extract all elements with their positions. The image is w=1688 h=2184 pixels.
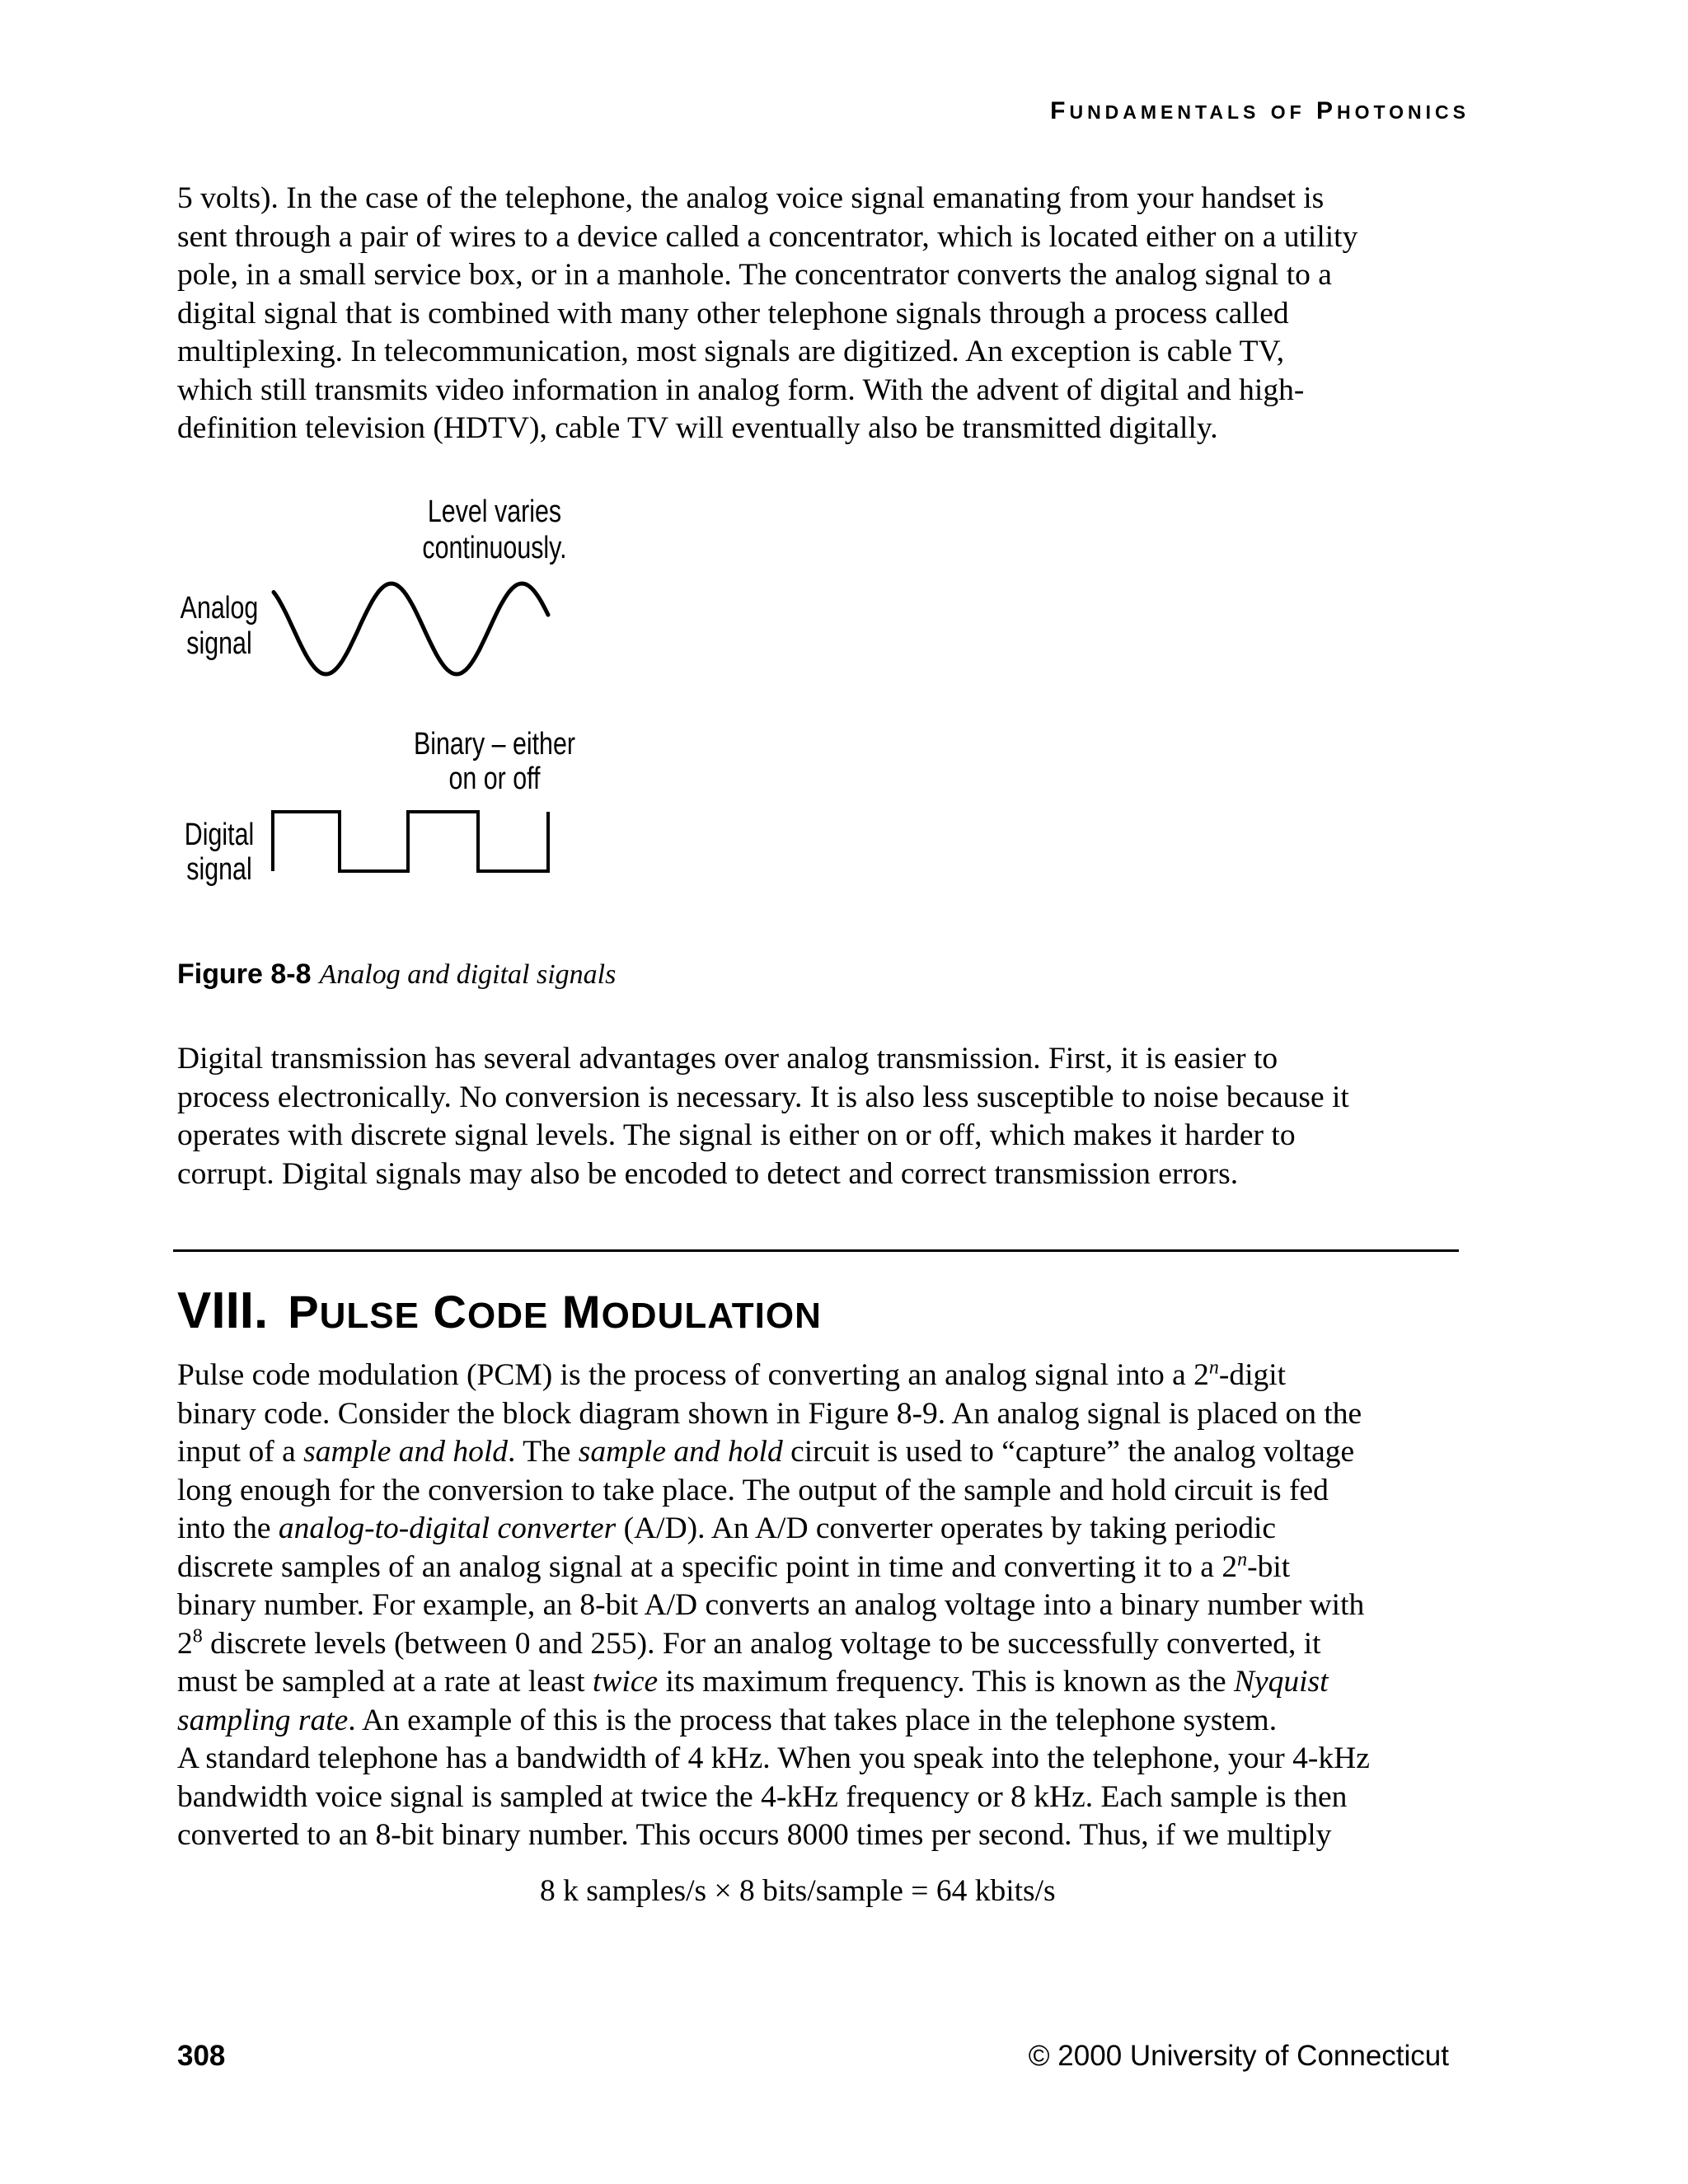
text-line: multiplexing. In telecommunication, most signals are digitized. An exception is cable TV, xyxy=(177,335,1285,368)
equation: 8 k samples/s × 8 bits/sample = 64 kbits/s xyxy=(540,1874,1056,1908)
analog-sine-wave xyxy=(274,583,548,674)
figure-caption-label: Figure 8-8 xyxy=(177,958,312,990)
text-line: which still transmits video information in analog form. With the advent of digital and high- xyxy=(177,373,1305,407)
analog-note-line-1: Level varies xyxy=(427,494,562,529)
running-header: FUNDAMENTALS OF PHOTONICS xyxy=(1050,97,1470,124)
digital-label-line-1: Digital xyxy=(184,817,255,852)
figure-caption-text: Analog and digital signals xyxy=(319,959,617,990)
section-divider xyxy=(173,1249,1459,1252)
intro-paragraph xyxy=(177,180,1463,448)
text-line: A standard telephone has a bandwidth of 4 kHz. When you speak into the telephone, your 4-kHz xyxy=(177,1741,1370,1775)
advantages-paragraph xyxy=(177,1040,1463,1193)
analog-note-line-2: continuously. xyxy=(422,530,567,565)
text-line: definition television (HDTV), cable TV will eventually also be transmitted digitally. xyxy=(177,411,1218,445)
section-number: VIII. xyxy=(177,1282,269,1339)
text-line: sent through a pair of wires to a device called a concentrator, which is located either on a utility xyxy=(177,219,1358,254)
text-line: binary number. For example, an 8-bit A/D converts an analog voltage into a binary number with xyxy=(177,1588,1365,1622)
text-line: discrete samples of an analog signal at a specific point in time and converting it to a 2$^n$-bit xyxy=(177,1549,1291,1584)
text-line: corrupt. Digital signals may also be encoded to detect and correct transmission errors. xyxy=(177,1156,1239,1191)
text-line: must be sampled at a rate at least twice its maximum frequency. This is known as the Nyquist xyxy=(177,1665,1329,1699)
digital-note-line-1: Binary – either xyxy=(414,726,575,762)
page-number: 308 xyxy=(177,2040,226,2072)
pcm-paragraph xyxy=(177,1357,1463,1855)
text-line: long enough for the conversion to take place. The output of the sample and hold circuit is fed xyxy=(177,1473,1329,1507)
text-line: into the analog-to-digital converter (A/D). An A/D converter operates by taking periodic xyxy=(177,1511,1277,1545)
text-line: Digital transmission has several advantages over analog transmission. First, it is easier to xyxy=(177,1042,1278,1076)
digital-square-wave xyxy=(273,812,548,871)
text-line: $2^8$ discrete levels (between 0 and 255). For an analog voltage to be successfully converted, it xyxy=(177,1625,1321,1661)
copyright: © 2000 University of Connecticut xyxy=(1028,2040,1449,2072)
text-line: binary code. Consider the block diagram shown in Figure 8-9. An analog signal is placed on the xyxy=(177,1396,1362,1431)
digital-note-line-2: on or off xyxy=(448,761,541,796)
analog-label-line-1: Analog xyxy=(180,590,259,626)
text-line: operates with discrete signal levels. The signal is either on or off, which makes it harder to xyxy=(177,1118,1296,1152)
text-line: pole, in a small service box, or in a manhole. The concentrator converts the analog signal to a xyxy=(177,258,1332,292)
section-title: PULSE CODE MODULATION xyxy=(288,1286,822,1338)
text-line: input of a sample and hold. The sample and hold circuit is used to “capture” the analog voltage xyxy=(177,1435,1355,1469)
analog-digital-figure xyxy=(165,482,577,894)
text-line: sampling rate. An example of this is the process that takes place in the telephone system. xyxy=(177,1703,1278,1737)
text-line: process electronically. No conversion is necessary. It is also less susceptible to noise because it xyxy=(177,1080,1349,1114)
text-line: bandwidth voice signal is sampled at twice the 4-kHz frequency or 8 kHz. Each sample is then xyxy=(177,1779,1348,1814)
text-line: 5 volts). In the case of the telephone, the analog voice signal emanating from your handset is xyxy=(177,181,1325,215)
analog-label-line-2: signal xyxy=(186,626,252,661)
section-heading xyxy=(177,1282,822,1340)
text-line: converted to an 8-bit binary number. This occurs 8000 times per second. Thus, if we multiply xyxy=(177,1818,1332,1852)
digital-label-line-2: signal xyxy=(186,851,252,887)
figure-caption xyxy=(177,958,616,991)
text-line: digital signal that is combined with many other telephone signals through a process called xyxy=(177,296,1289,330)
text-line: Pulse code modulation (PCM) is the process of converting an analog signal into a 2$^n$-digit xyxy=(177,1357,1287,1392)
